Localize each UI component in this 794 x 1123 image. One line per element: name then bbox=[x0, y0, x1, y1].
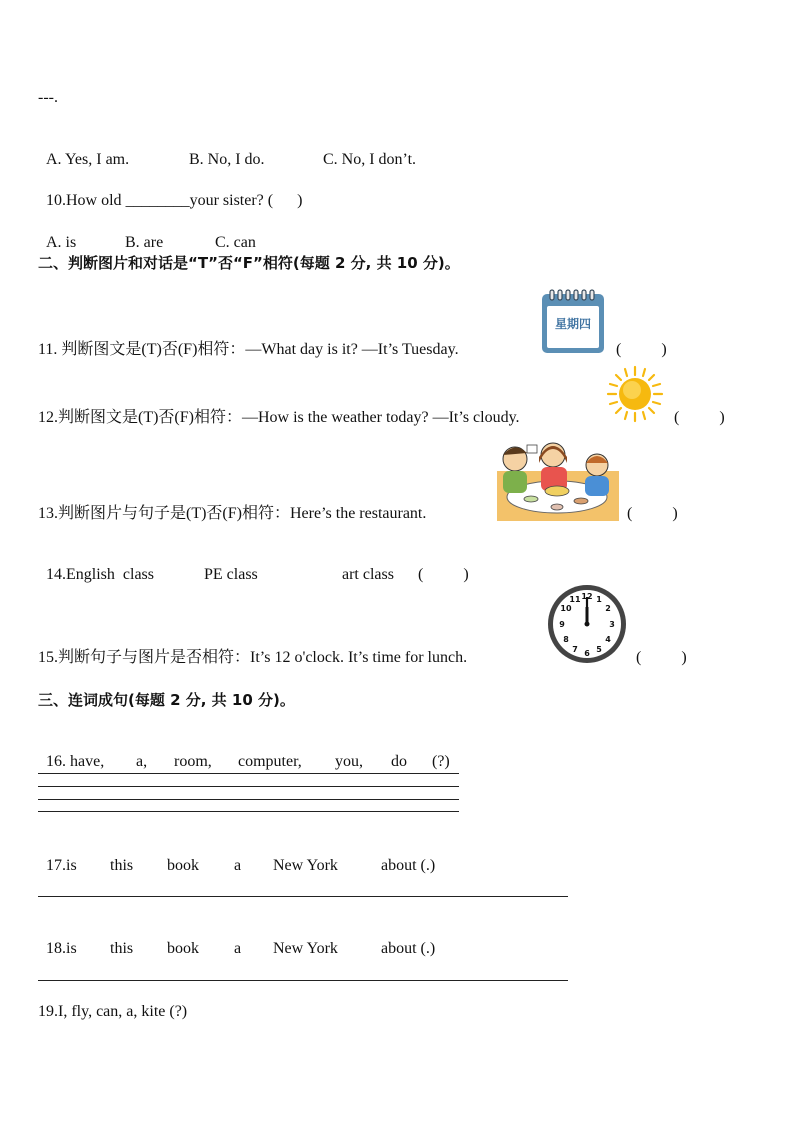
svg-text:9: 9 bbox=[559, 620, 565, 629]
q10-question bbox=[38, 171, 302, 211]
q17-word: a bbox=[234, 857, 242, 874]
calendar-label: 星期四 bbox=[554, 317, 592, 331]
q16-word: computer, bbox=[238, 753, 302, 770]
calendar-icon bbox=[540, 289, 606, 355]
q14-row bbox=[38, 545, 469, 585]
q10-option-a[interactable]: A. is bbox=[46, 234, 77, 251]
svg-text:4: 4 bbox=[605, 635, 611, 644]
q15-text: 15.判断句子与图片是否相符：It’s 12 o'clock. It’s time for lunch. bbox=[38, 649, 468, 666]
q10-suffix: your sister? ( ) bbox=[189, 192, 303, 209]
q10-options bbox=[38, 213, 256, 253]
q16-word: you, bbox=[335, 753, 363, 770]
svg-text:3: 3 bbox=[609, 620, 615, 629]
q16-words bbox=[38, 732, 450, 772]
svg-text:2: 2 bbox=[605, 604, 611, 613]
q17-word: book bbox=[167, 857, 199, 874]
q18-word: New York bbox=[273, 940, 338, 957]
q13-text: 13.判断图片与句子是(T)否(F)相符：Here’s the restaurant. bbox=[38, 505, 427, 522]
q11-answer-paren[interactable]: ( ) bbox=[616, 341, 667, 358]
q16-word: 16. have, bbox=[46, 753, 105, 770]
svg-text:6: 6 bbox=[584, 649, 590, 658]
q13-answer-paren[interactable]: ( ) bbox=[627, 505, 678, 522]
q17-words bbox=[38, 836, 435, 876]
q18-words bbox=[38, 919, 435, 959]
section2-heading: 二、判断图片和对话是“T”否“F”相符(每题 2 分, 共 10 分)。 bbox=[38, 254, 460, 272]
svg-text:1: 1 bbox=[596, 595, 602, 604]
q14-item-pe: PE class bbox=[204, 566, 258, 583]
q16-answer-line[interactable] bbox=[38, 799, 459, 800]
q16-word: a, bbox=[136, 753, 148, 770]
q17-word: this bbox=[110, 857, 134, 874]
q9-tail: ---. bbox=[38, 89, 58, 106]
q17-word: New York bbox=[273, 857, 338, 874]
q10-option-b[interactable]: B. are bbox=[125, 234, 164, 251]
q17-word: 17.is bbox=[46, 857, 77, 874]
q16-word: (?) bbox=[432, 753, 450, 770]
q10-blank[interactable]: ________ bbox=[125, 192, 190, 209]
q11-text: 11. 判断图文是(T)否(F)相符：—What day is it? —It’s Tuesday. bbox=[38, 341, 459, 358]
svg-text:5: 5 bbox=[596, 645, 602, 654]
q14-item-art: art class bbox=[342, 566, 394, 583]
q16-answer-line[interactable] bbox=[38, 786, 459, 787]
q19-text: 19.I, fly, can, a, kite (?) bbox=[38, 1003, 188, 1020]
q14-answer-paren[interactable]: ( ) bbox=[418, 566, 469, 583]
svg-text:8: 8 bbox=[563, 635, 569, 644]
section3-heading: 三、连词成句(每题 2 分, 共 10 分)。 bbox=[38, 691, 295, 709]
q12-answer-paren[interactable]: ( ) bbox=[674, 409, 725, 426]
q10-option-c[interactable]: C. can bbox=[215, 234, 256, 251]
q9-options bbox=[38, 130, 416, 170]
q16-answer-line[interactable] bbox=[38, 773, 459, 774]
q9-option-a[interactable]: A. Yes, I am. bbox=[46, 151, 130, 168]
q18-answer-line[interactable] bbox=[38, 980, 568, 981]
q18-word: this bbox=[110, 940, 134, 957]
q18-word: book bbox=[167, 940, 199, 957]
q9-option-c[interactable]: C. No, I don’t. bbox=[323, 151, 417, 168]
q16-answer-line[interactable] bbox=[38, 811, 459, 812]
restaurant-picture bbox=[497, 437, 619, 521]
q18-word: about (.) bbox=[381, 940, 436, 957]
q14-item-english: 14.English class bbox=[46, 566, 154, 583]
q15-answer-paren[interactable]: ( ) bbox=[636, 649, 687, 666]
q12-text: 12.判断图文是(T)否(F)相符：—How is the weather today? —It’s cloudy. bbox=[38, 409, 520, 426]
clock-icon bbox=[546, 583, 628, 665]
q17-answer-line[interactable] bbox=[38, 896, 568, 897]
svg-text:7: 7 bbox=[572, 645, 578, 654]
svg-text:11: 11 bbox=[569, 595, 581, 604]
q10-prefix: 10.How old bbox=[46, 192, 126, 209]
sun-icon bbox=[606, 365, 664, 423]
q16-word: do bbox=[391, 753, 407, 770]
q17-word: about (.) bbox=[381, 857, 436, 874]
svg-text:10: 10 bbox=[560, 604, 572, 613]
q18-word: a bbox=[234, 940, 242, 957]
q16-word: room, bbox=[174, 753, 212, 770]
q18-word: 18.is bbox=[46, 940, 77, 957]
q9-option-b[interactable]: B. No, I do. bbox=[189, 151, 265, 168]
svg-text:12: 12 bbox=[581, 592, 593, 601]
